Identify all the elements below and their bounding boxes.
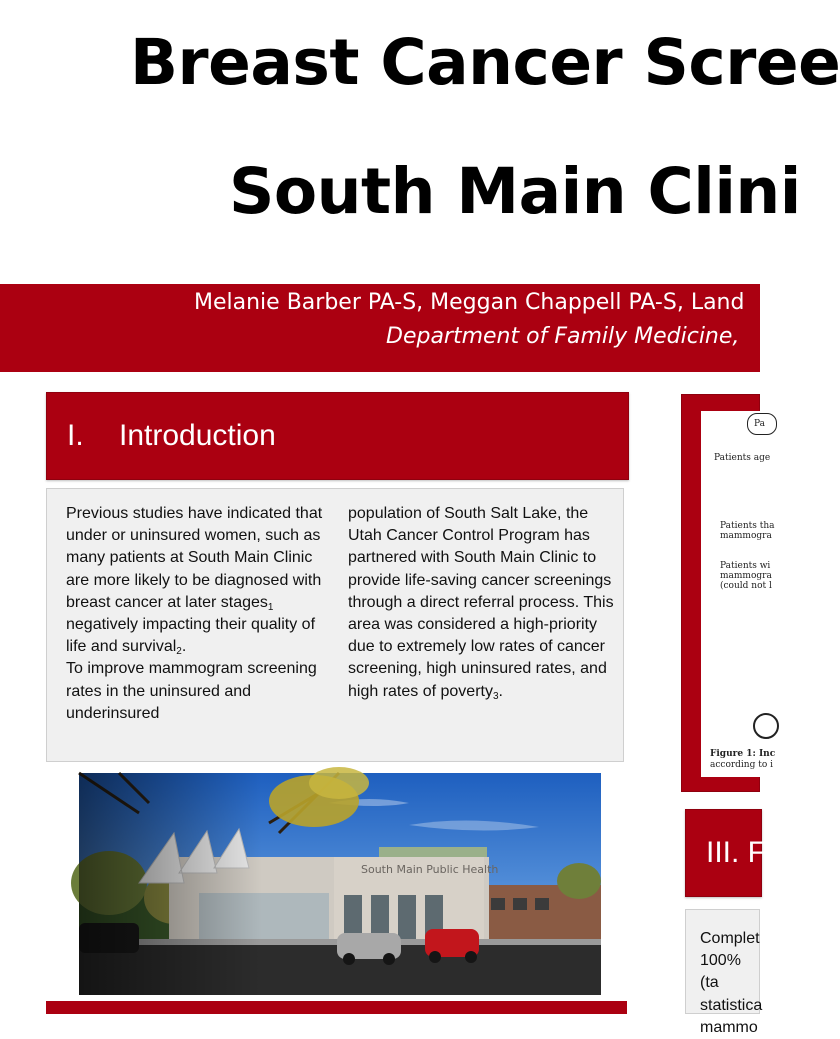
intro-column-left — [66, 503, 338, 725]
flowchart-label: Patients wi — [720, 561, 771, 571]
citation-2: 2 — [176, 646, 182, 658]
section-title: III. F — [706, 836, 766, 869]
flowchart-label: Patients tha — [720, 521, 775, 531]
flowchart-label: mammogra — [720, 571, 772, 581]
poster-title-line1: Breast Cancer Scree — [130, 26, 840, 99]
clinic-building-photo — [79, 773, 601, 995]
intro-text: . — [181, 638, 187, 656]
authors-line: Melanie Barber PA-S, Meggan Chappell PA-S, Land — [194, 290, 745, 315]
intro-text: . — [498, 682, 503, 700]
intro-text: To improve mammogram screening rates in the uninsured and underinsured — [66, 660, 317, 722]
figure-flowchart — [701, 411, 776, 777]
flowchart-label: Patients age — [714, 453, 771, 463]
citation-3: 3 — [492, 690, 499, 702]
intro-text: negatively impacting their quality of life and survival — [66, 616, 316, 656]
results-text: Complet 100% (ta statistica mammo — [700, 930, 763, 1036]
figure-panel — [681, 394, 776, 792]
citation-1: 1 — [267, 601, 274, 613]
intro-column-right — [348, 503, 620, 703]
flowchart-label: (could not l — [720, 581, 772, 591]
flowchart-node: Pa — [747, 413, 777, 435]
intro-text: population of South Salt Lake, the Utah Cancer Control Program has partnered with South Main Clinic to provide life-saving cancer screenings through a direct referral process. This area was considered a high-priority due to extremely low rates of cancer screening, high uninsured rates, and high rates of poverty — [348, 505, 614, 700]
intro-text: Previous studies have indicated that under or uninsured women, such as many patients at South Main Clinic are more likely to be diagnosed with breast cancer at later stages — [66, 505, 323, 611]
results-body — [685, 909, 763, 1036]
section-title: Introduction — [119, 419, 276, 452]
introduction-header — [46, 392, 629, 480]
department-line: Department of Family Medicine, — [386, 324, 740, 349]
flowchart-node-circle — [753, 713, 779, 739]
figure-caption-label: Figure 1: Inc — [710, 749, 776, 759]
results-header — [685, 809, 766, 897]
section-number: I. — [67, 419, 84, 452]
next-section-header — [46, 1001, 627, 1014]
poster-title-line2: South Main Clini — [229, 155, 801, 228]
flowchart-label: mammogra — [720, 531, 772, 541]
figure-caption-text: according to i — [710, 760, 773, 770]
introduction-body — [46, 488, 624, 762]
author-banner — [0, 284, 760, 372]
